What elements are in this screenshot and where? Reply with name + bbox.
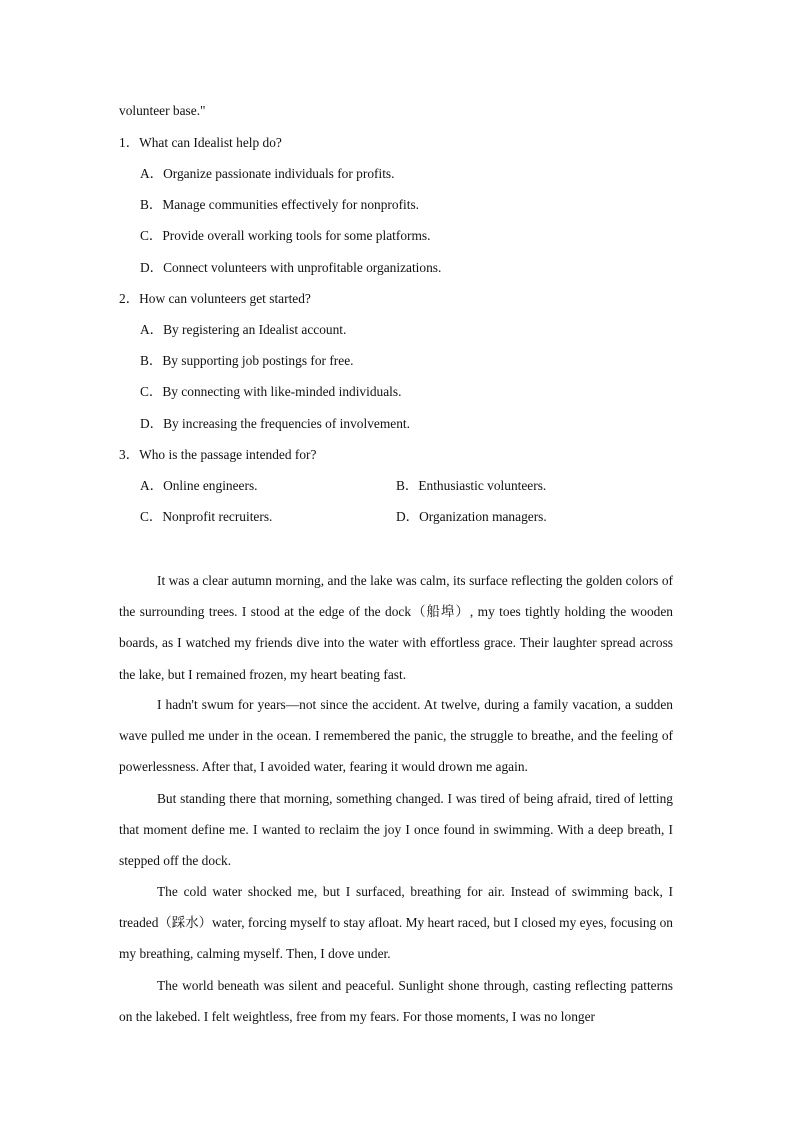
option-letter: B． [396, 478, 419, 493]
question-number: 3． [119, 447, 140, 462]
option-text: Enthusiastic volunteers. [418, 478, 547, 493]
option-text: Nonprofit recruiters. [162, 509, 273, 524]
option-2a [140, 321, 346, 339]
option-letter: B． [140, 353, 163, 368]
option-text: Online engineers. [163, 478, 258, 493]
option-2b [140, 352, 354, 370]
option-3d [396, 508, 547, 526]
option-text: Provide overall working tools for some platforms. [162, 228, 431, 243]
question-text: Who is the passage intended for? [139, 447, 317, 462]
option-1b [140, 196, 419, 214]
question-number: 1． [119, 135, 140, 150]
question-3 [119, 446, 316, 464]
option-3b [396, 477, 546, 495]
question-text: What can Idealist help do? [139, 135, 282, 150]
question-number: 2． [119, 291, 140, 306]
option-letter: C． [140, 509, 163, 524]
option-letter: B． [140, 197, 163, 212]
option-text: Manage communities effectively for nonprofits. [162, 197, 420, 212]
option-3c [140, 508, 272, 526]
option-letter: A． [140, 478, 164, 493]
passage-paragraph-3: But standing there that morning, something changed. I was tired of being afraid, tired of letting that moment define me. I wanted to reclaim the joy I once found in swimming. With a deep breath, I stepped off the dock. [119, 791, 673, 869]
option-letter: D． [140, 260, 164, 275]
question-1 [119, 134, 282, 152]
option-text: Organize passionate individuals for profits. [163, 166, 395, 181]
question-2 [119, 290, 311, 308]
passage-paragraph-5: The world beneath was silent and peaceful. Sunlight shone through, casting reflecting patterns on the lakebed. I felt weightless, free from my fears. For those moments, I was no longer [119, 978, 673, 1025]
option-text: By increasing the frequencies of involvement. [163, 416, 410, 431]
passage-fragment: volunteer base." [119, 103, 206, 118]
option-2d [140, 415, 410, 433]
option-3a [140, 477, 258, 495]
option-letter: A． [140, 322, 164, 337]
option-1c [140, 227, 430, 245]
passage-paragraph-2: I hadn't swum for years—not since the accident. At twelve, during a family vacation, a sudden wave pulled me under in the ocean. I remembered the panic, the struggle to breathe, and the feeling of powerlessness. After that, I avoided water, fearing it would drown me again. [119, 697, 673, 775]
option-2c [140, 383, 401, 401]
option-1d [140, 259, 441, 277]
option-text: Connect volunteers with unprofitable organizations. [163, 260, 442, 275]
passage-paragraph-1: It was a clear autumn morning, and the lake was calm, its surface reflecting the golden colors of the surrounding trees. I stood at the edge of the dock（船埠）, my toes tightly holding the wooden boards, as I watched my friends dive into the water with effortless grace. Their laughter spread across the lake, but I remained frozen, my heart beating fast. [119, 573, 673, 682]
option-letter: C． [140, 228, 163, 243]
option-letter: D． [140, 416, 164, 431]
option-1a [140, 165, 395, 183]
option-text: By supporting job postings for free. [162, 353, 354, 368]
option-letter: C． [140, 384, 163, 399]
option-text: By registering an Idealist account. [163, 322, 347, 337]
question-text: How can volunteers get started? [139, 291, 311, 306]
passage-paragraph-4: The cold water shocked me, but I surfaced, breathing for air. Instead of swimming back, I treaded（踩水）water, forcing myself to stay afloat. My heart raced, but I closed my eyes, focusing on my breathing, calming myself. Then, I dove under. [119, 884, 673, 962]
option-letter: D． [396, 509, 420, 524]
option-text: Organization managers. [419, 509, 547, 524]
option-letter: A． [140, 166, 164, 181]
option-text: By connecting with like-minded individuals. [162, 384, 402, 399]
